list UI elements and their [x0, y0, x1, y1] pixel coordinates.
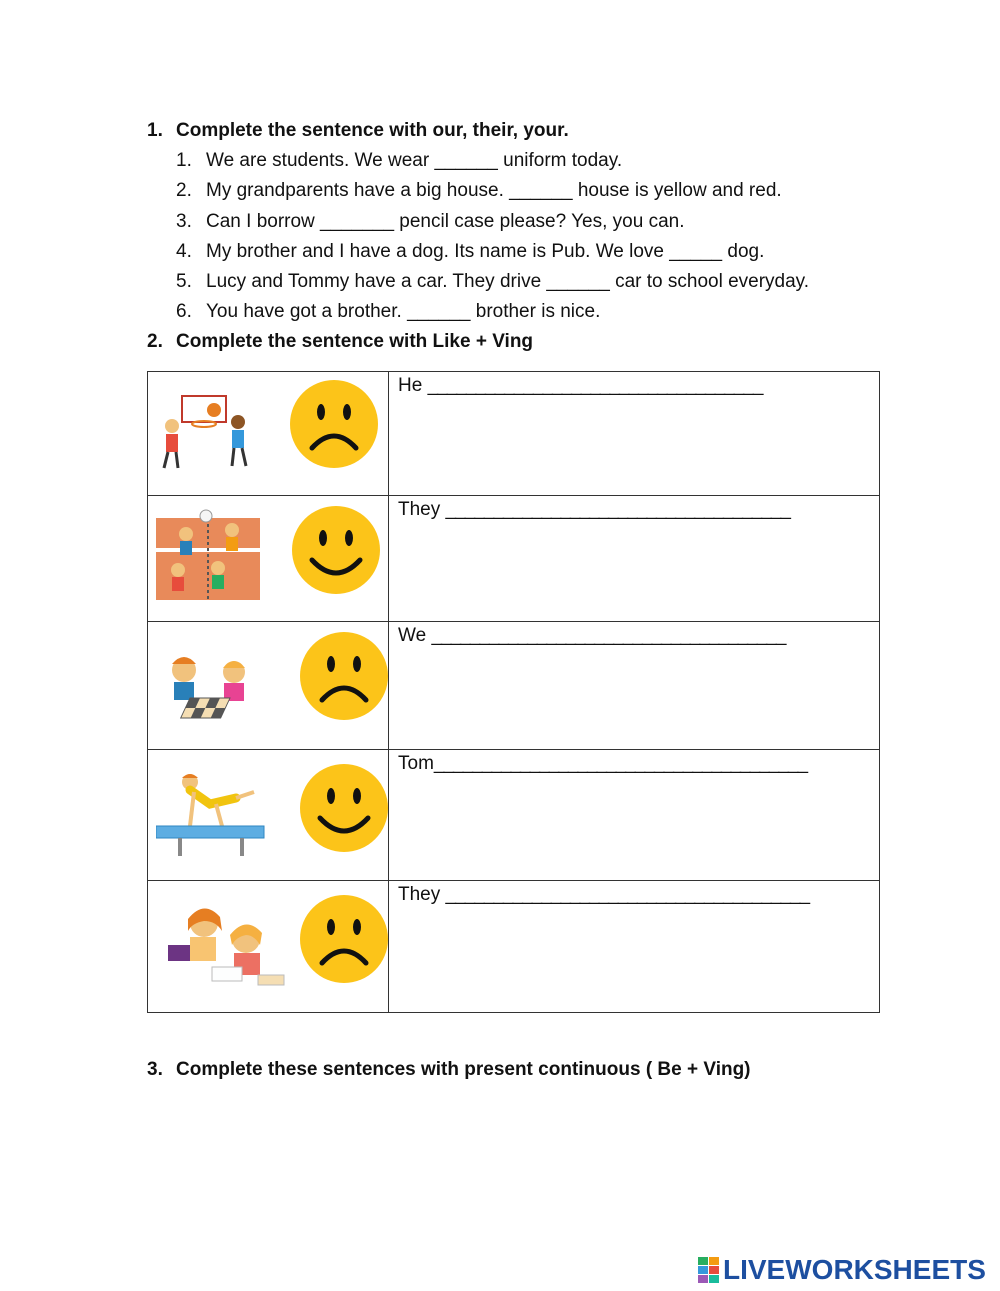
basketball-icon: [154, 392, 254, 472]
section-2-title: Complete the sentence with Like + Ving: [176, 331, 534, 352]
gymnastics-icon: [156, 770, 266, 860]
answer-cell[interactable]: [389, 496, 880, 622]
chess-icon: [160, 652, 258, 726]
exercise-item: [176, 301, 600, 323]
item-text[interactable]: Can I borrow _______ pencil case please? Yes, you can.: [206, 211, 685, 232]
exercise-item: [176, 241, 764, 263]
sad-face-icon: [290, 380, 378, 468]
item-number: 1.: [176, 150, 192, 171]
liveworksheets-logo: [698, 1253, 986, 1287]
answer-subject: Tom: [398, 753, 434, 774]
section-1-title: Complete the sentence with our, their, your.: [176, 120, 569, 141]
table-row: [148, 622, 880, 750]
happy-face-icon: [292, 506, 380, 594]
exercise-item: [176, 211, 685, 233]
reading-icon: [164, 901, 288, 993]
table-row: [148, 750, 880, 881]
picture-cell: [148, 496, 389, 622]
table-row: [148, 881, 880, 1013]
picture-cell: [148, 881, 389, 1013]
answer-cell[interactable]: [389, 750, 880, 881]
answer-blank[interactable]: ______________________________________: [445, 884, 810, 905]
item-text[interactable]: We are students. We wear ______ uniform today.: [206, 150, 623, 171]
like-ving-table: [147, 371, 880, 1013]
section-1-number: 1.: [147, 120, 163, 141]
section-3-heading: [147, 1059, 751, 1081]
picture-cell: [148, 622, 389, 750]
exercise-item: [176, 271, 809, 293]
sad-face-icon: [300, 895, 388, 983]
item-text[interactable]: You have got a brother. ______ brother is nice.: [206, 301, 601, 322]
item-text[interactable]: My grandparents have a big house. ______ house is yellow and red.: [206, 180, 782, 201]
answer-subject: They: [398, 884, 441, 905]
exercise-item: [176, 150, 622, 172]
sad-face-icon: [300, 632, 388, 720]
answer-blank[interactable]: _______________________________________: [433, 753, 808, 774]
item-number: 3.: [176, 211, 192, 232]
item-text[interactable]: Lucy and Tommy have a car. They drive ______ car to school everyday.: [206, 271, 810, 292]
section-3-number: 3.: [147, 1059, 163, 1080]
happy-face-icon: [300, 764, 388, 852]
section-2-heading: [147, 331, 533, 353]
item-number: 5.: [176, 271, 192, 292]
answer-blank[interactable]: ____________________________________: [445, 499, 790, 520]
section-2-number: 2.: [147, 331, 163, 352]
picture-cell: [148, 750, 389, 881]
item-number: 2.: [176, 180, 192, 201]
answer-blank[interactable]: _____________________________________: [431, 625, 786, 646]
table-row: [148, 496, 880, 622]
answer-subject: They: [398, 499, 441, 520]
exercise-item: [176, 180, 782, 202]
brand-text: LIVEWORKSHEETS: [723, 1254, 986, 1285]
table-row: [148, 372, 880, 496]
volleyball-icon: [156, 508, 260, 600]
answer-subject: We: [398, 625, 427, 646]
answer-blank[interactable]: ___________________________________: [427, 375, 763, 396]
section-3-title: Complete these sentences with present continuous ( Be + Ving): [176, 1059, 751, 1080]
answer-cell[interactable]: [389, 881, 880, 1013]
item-number: 4.: [176, 241, 192, 262]
item-text[interactable]: My brother and I have a dog. Its name is Pub. We love _____ dog.: [206, 241, 765, 262]
picture-cell: [148, 372, 389, 496]
section-1-heading: [147, 120, 569, 142]
answer-cell[interactable]: [389, 372, 880, 496]
answer-cell[interactable]: [389, 622, 880, 750]
answer-subject: He: [398, 375, 423, 396]
liveworksheets-logo-icon: [698, 1257, 720, 1283]
item-number: 6.: [176, 301, 192, 322]
